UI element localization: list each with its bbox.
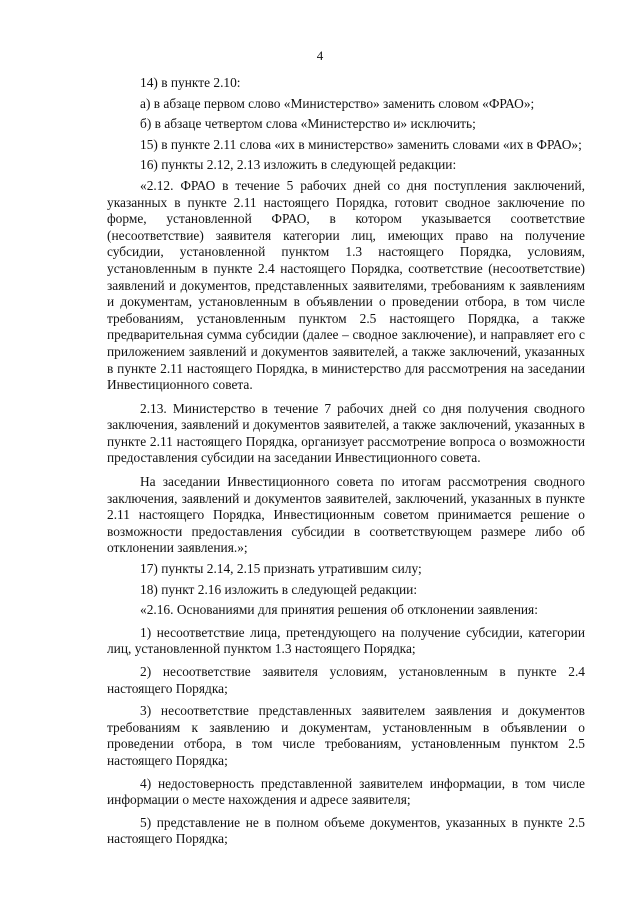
paragraph-ground-3: 3) несоответствие представленных заявителем заявления и документов требованиям к заявлению и документам, установленным в объявлении о проведении отбора, в том числе требованиям, установленным пунктом 2.5 настоящего Порядка; — [107, 703, 585, 768]
paragraph-item-15: 15) в пункте 2.11 слова «их в министерство» заменить словами «их в ФРАО»; — [140, 136, 582, 152]
paragraph-investment-council: На заседании Инвестиционного совета по итогам рассмотрения сводного заключения, заявлений и документов заявителей, заключений, указанных в пункте 2.11 настоящего Порядка, Инвестиционным советом принимается решение о возможности предоставления субсидии в соответствующем размере либо об отклонении заявления.»; — [107, 474, 585, 556]
paragraph-item-14: 14) в пункте 2.10: — [140, 75, 241, 90]
paragraph-item-14b: б) в абзаце четвертом слова «Министерство и» исключить; — [140, 116, 476, 132]
paragraph-clause-2-12: «2.12. ФРАО в течение 5 рабочих дней со дня поступления заключений, указанных в пункте 2.11 настоящего Порядка, готовит сводное заключение по форме, установленной ФРАО, в котором указывается соответствие (несоответствие) заявителя категории лиц, имеющих право на получение субсидии, установленной пунктом 1.3 настоящего Порядка, условиям, установленным в пункте 2.4 настоящего Порядка, соответствие (несоответствие) заявлений и документов, представленных заявителями, требованиям к заявлениям и документам, установленным в объявлении о проведении отбора, в том числе требованиям, установленным пунктом 2.5 настоящего Порядка, а также предварительная сумма субсидии (далее – сводное заключение), и направляет его с приложением заявлений и документов заявителей, а также заключений, указанных в пункте 2.11 настоящего Порядка, в министерство для рассмотрения на заседании Инвестиционного совета. — [107, 177, 585, 393]
paragraph-ground-2: 2) несоответствие заявителя условиям, установленным в пункте 2.4 настоящего Порядка; — [107, 664, 585, 696]
page-number: 4 — [316, 48, 324, 63]
paragraph-item-16: 16) пункты 2.12, 2.13 изложить в следующей редакции: — [140, 157, 457, 173]
paragraph-clause-2-13: 2.13. Министерство в течение 7 рабочих дней со дня получения сводного заключения, заявлений и документов заявителей, а также заключений, указанных в пункте 2.11 настоящего Порядка, организует рассмотрение вопроса о возможности предоставления субсидии на заседании Инвестиционного совета. — [107, 400, 585, 466]
paragraph-clause-2-16: «2.16. Основаниями для принятия решения об отклонении заявления: — [140, 602, 538, 618]
paragraph-item-18: 18) пункт 2.16 изложить в следующей редакции: — [140, 581, 418, 597]
document-body — [107, 75, 585, 848]
paragraph-ground-5: 5) представление не в полном объеме документов, указанных в пункте 2.5 настоящего Порядка; — [107, 814, 585, 847]
paragraph-ground-4: 4) недостоверность представленной заявителем информации, в том числе информации о месте нахождения и адресе заявителя; — [107, 775, 585, 808]
paragraph-item-17: 17) пункты 2.14, 2.15 признать утратившим силу; — [140, 561, 422, 577]
paragraph-ground-1: 1) несоответствие лица, претендующего на получение субсидии, категории лиц, установленной пунктом 1.3 настоящего Порядка; — [107, 624, 585, 657]
paragraph-item-14a: а) в абзаце первом слово «Министерство» заменить словом «ФРАО»; — [140, 95, 535, 111]
